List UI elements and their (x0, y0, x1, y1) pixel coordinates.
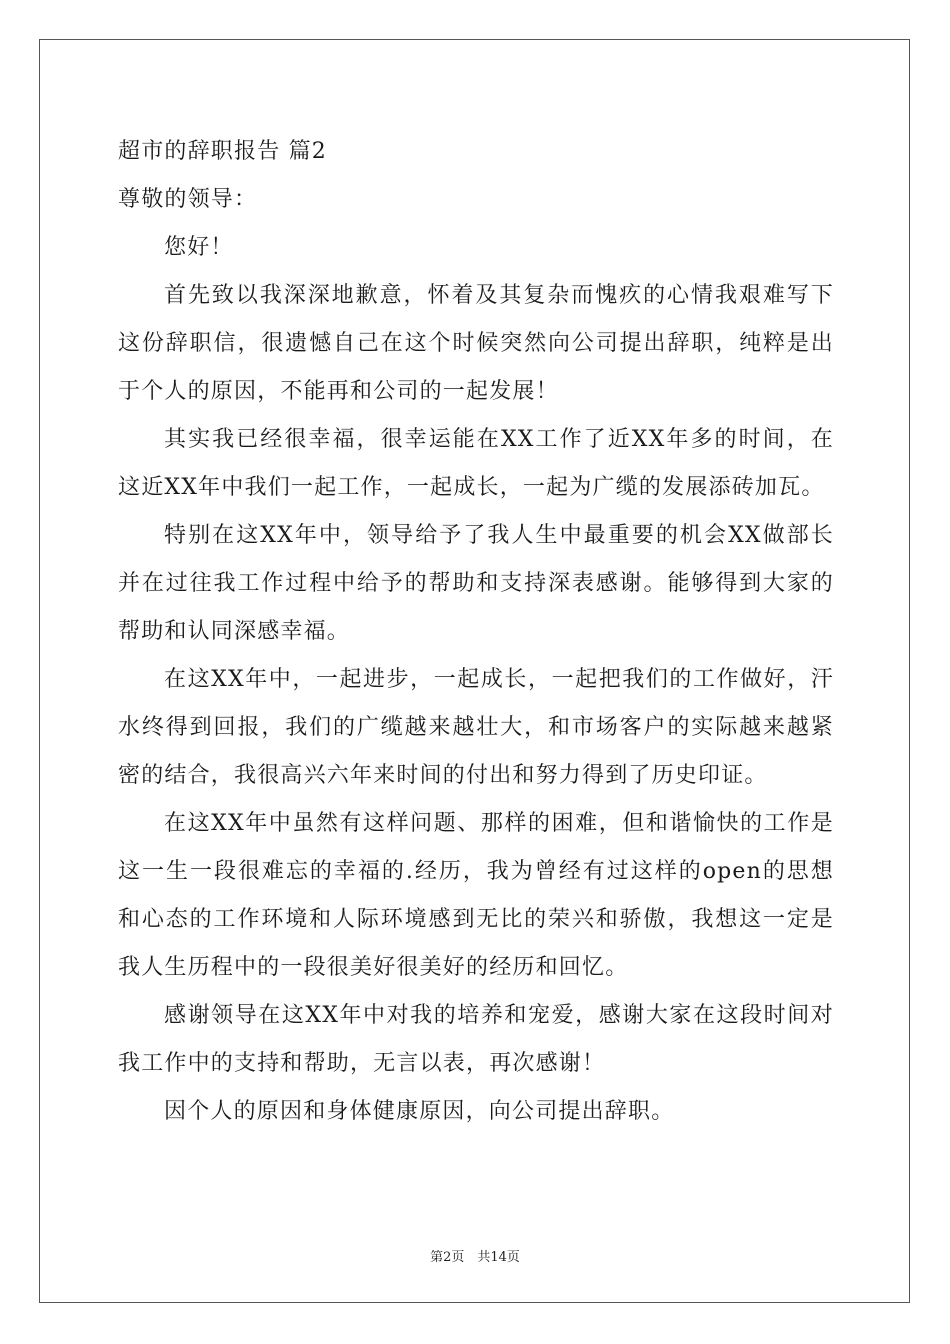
paragraph: 在这XX年中，一起进步，一起成长，一起把我们的工作做好，汗水终得到回报，我们的广缆越来越壮大，和市场客户的实际越来越紧密的结合，我很高兴六年来时间的付出和努力得到了历史印证。 (118, 667, 834, 788)
paragraph: 特别在这XX年中，领导给予了我人生中最重要的机会XX做部长并在过往我工作过程中给予的帮助和支持深表感谢。能够得到大家的帮助和认同深感幸福。 (118, 523, 834, 644)
paragraph: 其实我已经很幸福，很幸运能在XX工作了近XX年多的时间，在这近XX年中我们一起工作，一起成长，一起为广缆的发展添砖加瓦。 (118, 427, 834, 500)
salutation: 尊敬的领导： (118, 187, 258, 212)
paragraph: 因个人的原因和身体健康原因，向公司提出辞职。 (164, 1099, 675, 1124)
paragraph: 首先致以我深深地歉意，怀着及其复杂而愧疚的心情我艰难写下这份辞职信，很遗憾自己在这个时候突然向公司提出辞职，纯粹是出于个人的原因，不能再和公司的一起发展！ (118, 283, 834, 404)
page-number-footer: 第2页 共14页 (430, 1250, 520, 1265)
paragraph: 感谢领导在这XX年中对我的培养和宠爱，感谢大家在这段时间对我工作中的支持和帮助，无言以表，再次感谢！ (118, 1003, 834, 1076)
paragraph: 在这XX年中虽然有这样问题、那样的困难，但和谐愉快的工作是这一生一段很难忘的幸福的.经历，我为曾经有过这样的open的思想和心态的工作环境和人际环境感到无比的荣兴和骄傲，我想这一定是我人生历程中的一段很美好很美好的经历和回忆。 (118, 811, 834, 980)
document-body (118, 128, 834, 1136)
document-title: 超市的辞职报告 篇2 (118, 139, 327, 164)
greeting: 您好！ (164, 235, 234, 260)
